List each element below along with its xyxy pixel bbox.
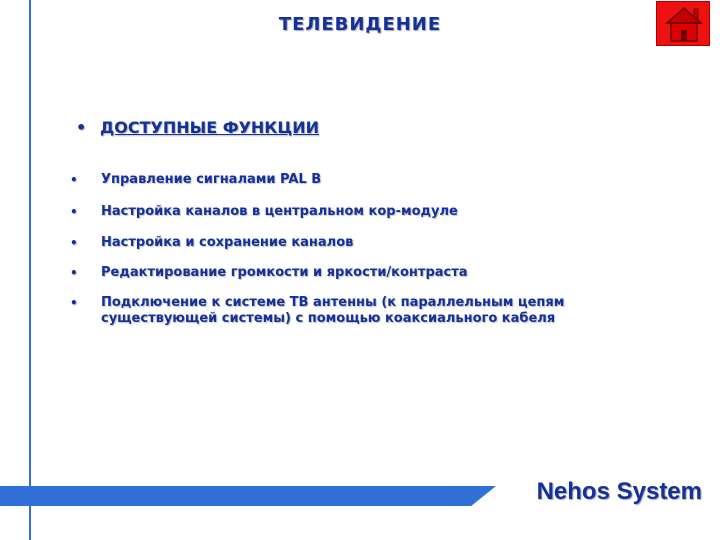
list-bullet: • — [70, 205, 78, 219]
list-bullet: • — [70, 236, 78, 250]
home-button[interactable] — [656, 1, 710, 46]
home-icon — [657, 2, 711, 47]
list-item-text: Настройка каналов в центральном кор-модуле — [101, 204, 458, 219]
page-title: ТЕЛЕВИДЕНИЕ — [278, 14, 442, 35]
footer-bar — [0, 486, 496, 506]
list-item-text: Управление сигналами PAL B — [101, 172, 322, 187]
list-bullet: • — [70, 266, 78, 280]
list-bullet: • — [70, 296, 78, 310]
list-item-text: Подключение к системе ТВ антенны (к параллельным цепям существующей системы) с помощью коаксиального кабеля — [101, 295, 565, 326]
list-item-text: Настройка и сохранение каналов — [101, 235, 354, 250]
list-item-text: Редактирование громкости и яркости/контраста — [101, 265, 468, 280]
section-heading-text: ДОСТУПНЫЕ ФУНКЦИИ — [100, 118, 319, 137]
brand-logo-text: Nehos System — [536, 478, 702, 505]
left-vertical-line — [29, 0, 31, 540]
list-bullet: • — [70, 173, 78, 187]
heading-bullet: • — [76, 118, 87, 137]
